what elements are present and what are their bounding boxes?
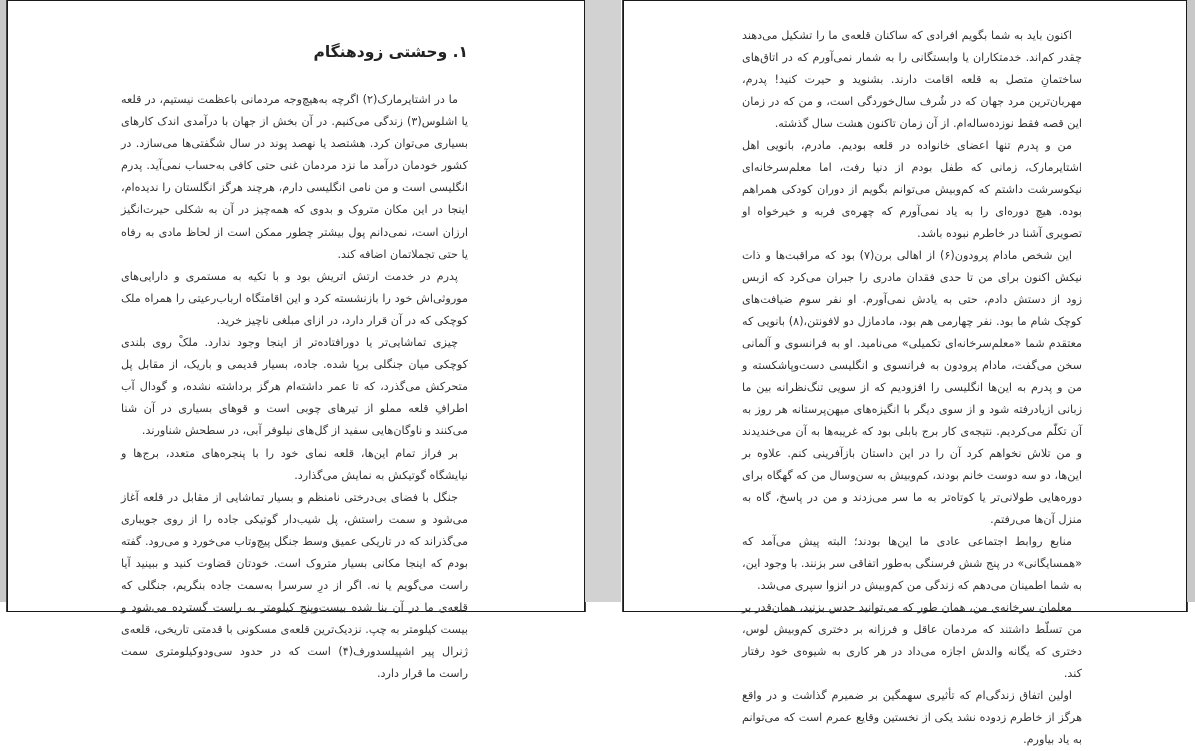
paragraph: اکنون باید به شما بگویم افرادی که ساکنان قلعه‌ی ما را تشکیل می‌دهند چقدر کم‌اند. خدمتکاران یا وابستگانی را به شمار نمی‌آورم که در اتاق‌های ساختمانِ متصل به قلعه اقامت دارند. بشنوید و حیرت کنید! پدرم، مهربان‌ترین مرد جهان که در شُرف سال‌خوردگی است، و من که در زمان این قصه فقط نوزده‌ساله‌ام. از آن زمان تاکنون هشت سال گذشته. xyxy=(742,29,1082,130)
paragraph: اولین اتفاق زندگی‌ام که تأثیری سهمگین بر ضمیرم گذاشت و در واقع هرگز از خاطرم زدوده نشد یکی از نخستین وقایع عمرم است که می‌توانم به یاد بیاورم. xyxy=(742,689,1082,746)
page-body-right xyxy=(742,25,1082,751)
viewer-background-left xyxy=(0,0,6,602)
paragraph: جنگل با فضای بی‌درختی نامنظم و بسیار تماشایی از مقابل در قلعه آغاز می‌شود و سمت راستش، پل شیب‌دار گوتیکی جاده را از روی جویباری می‌گذراند که در تاریکی عمیق وسط جنگل پیچ‌وتاب می‌خورد و می‌رود. گفته بودم که اینجا مکانی بسیار متروک است. خودتان قضاوت کنید و ببینید آیا راست می‌گویم یا نه. اگر از درِ سرسرا به‌سمت جاده بنگریم، جنگلی که قلعه‌ی ما در آن بنا شده بیست‌وپنج کیلومتر به راست گسترده می‌شود و بیست کیلومتر به چپ. نزدیک‌ترین قلعه‌ی مسکونی با قدمتی تاریخی، قلعه‌ی ژنرال پیر اشپیلسدورف(۴) است که در حدود سی‌ودوکیلومتری سمت راست ما قرار دارد. xyxy=(121,490,468,681)
paragraph: معلمان سرخانه‌ی من، همان طور که می‌توانید حدس بزنید، همان‌قدر بر من تسلّط داشتند که مردمان عاقل و فرزانه بر دختری کم‌وبیش لوس، دختری که یگانه والدش اجازه می‌داد در هر کاری به شیوه‌ی خود رفتار کند. xyxy=(742,601,1082,680)
page-body-left xyxy=(121,89,468,686)
document-page-left xyxy=(7,0,585,681)
paragraph: پدرم در خدمت ارتش اتریش بود و با تکیه به مستمری و دارایی‌های موروثی‌اش خود را بازنشسته کرد و این اقامتگاه ارباب‌رعیتی را همراه ملک کوچکی که در آن قرار دارد، در ازای مبلغی ناچیز خرید. xyxy=(121,269,468,327)
document-page-right xyxy=(623,0,1187,746)
paragraph: من و پدرم تنها اعضای خانواده در قلعه بودیم. مادرم، بانویی اهل اشتایرمارک، زمانی که طفل بودم از دنیا رفت، اما معلم‌سرخانه‌ای نیکوسرشت داشتم که کم‌وبیش می‌توانم بگویم از دوران کودکی همراهم بوده. هیچ دوره‌ای را به یاد نمی‌آورم که چهره‌ی فربه و خیرخواه او تصویری آشنا در خاطرم نبوده باشد. xyxy=(742,139,1082,240)
paragraph: منابع روابط اجتماعی عادی ما این‌ها بودند؛ البته پیش می‌آمد که «همسایگانی» در پنج شش فرسنگی به‌طور اتفاقی سر بزنند. با وجود این، به شما اطمینان می‌دهم که زندگی من کم‌وبیش در انزوا سپری می‌شد. xyxy=(742,535,1082,592)
chapter-title: ۱. وحشتی زودهنگام xyxy=(313,43,468,61)
viewer-background-right xyxy=(1187,0,1195,602)
paragraph: ما در اشتایرمارک(۲) اگرچه به‌هیچ‌وجه مردمانی باعظمت نیستیم، در قلعه یا اشلوس(۳) زندگی می‌کنیم. در آن بخش از جهان با درآمدی اندک کارهای بسیاری می‌توان کرد. هشتصد یا نهصد پوند در سال شگفتی‌ها می‌سازد. در کشور خودمان درآمد ما نزد مردمان غنی حتی کافی به‌حساب نمی‌آید. پدرم انگلیسی است و من نامی انگلیسی دارم، هرچند هرگز انگلستان را ندیده‌ام، اینجا در این مکان متروک و بدوی که همه‌چیز در آن به شکلی حیرت‌انگیز ارزان است، نمی‌دانم پول بیشتر چطور ممکن است از لحاظ مادی به رفاه یا حتی تجملاتمان اضافه کند. xyxy=(121,93,468,261)
paragraph: این شخص مادام پرودون(۶) از اهالی برن(۷) بود که مراقبت‌ها و ذات نیکش اکنون برای من تا حدی فقدان مادری را جبران می‌کرد که ازبس زود از دستش دادم، حتی به یادش نمی‌آورم. او نفر سوم ضیافت‌های کوچک شام ما بود. نفر چهارمی هم بود، مادمازل دو لافونتن،(۸) بانویی که معتقدم شما «معلم‌سرخانه‌ای تکمیلی» می‌نامید. او به فرانسوی و آلمانی سخن می‌گفت، مادام پرودون به فرانسوی و انگلیسی دست‌وپاشکسته و من و پدرم به این‌ها انگلیسی را افزودیم که از سویی تنگ‌نظرانه بین ما زبانی ازیادرفته شود و از سوی دیگر با انگیزه‌های میهن‌پرستانه هر روز به آن تکلّم می‌کردیم. نتیجه‌ی کار برج بابلی بود که غریبه‌ها به آن می‌خندیدند و من تلاش نخواهم کرد آن را در این داستان بازآفرینی کنم. علاوه بر این‌ها، دو سه دوست خانم بودند، کم‌وبیش به سن‌وسال من که گهگاه برای دوره‌هایی طولانی‌تر یا کوتاه‌تر به ما سر می‌زدند و من در پاسخ، گاه به منزل آن‌ها می‌رفتم. xyxy=(742,249,1083,526)
page-gutter xyxy=(585,0,621,602)
paragraph: چیزی تماشایی‌تر یا دورافتاده‌تر از اینجا وجود ندارد. ملکْ روی بلندی کوچکی میان جنگلی برپا شده. جاده، بسیار قدیمی و باریک، از مقابل پل متحرکش می‌گذرد، که تا عمر داشته‌ام هرگز برداشته نشده، و گودال آب اطرافِ قلعه مملو از تیرهای چوبی است و قوهای بسیاری در آن شنا می‌کنند و ناوگان‌هایی سفید از گل‌های نیلوفر آبی، در سطحش شناورند. xyxy=(121,336,468,438)
paragraph: بر فراز تمام این‌ها، قلعه نمای خود را با پنجره‌های متعدد، برج‌ها و نیایشگاه گوتیکش به نمایش می‌گذارد. xyxy=(121,446,468,482)
